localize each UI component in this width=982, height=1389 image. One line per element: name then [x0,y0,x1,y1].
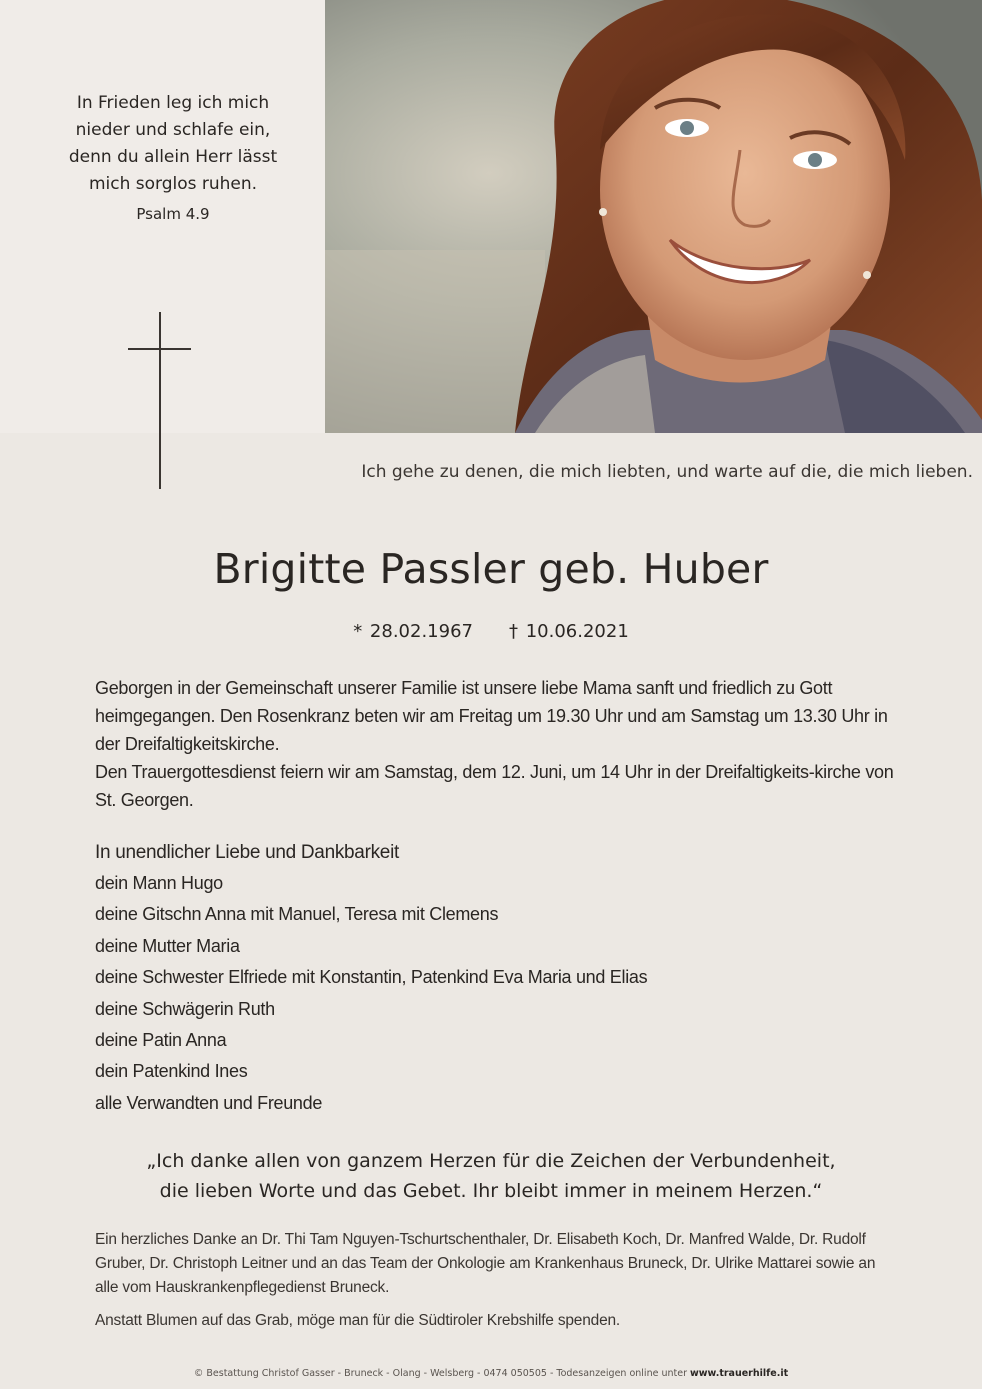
verse-line: nieder und schlafe ein, [75,120,271,140]
mourner: deine Schwester Elfriede mit Konstantin, Patenkind Eva Maria und Elias [95,967,648,988]
life-dates [0,621,982,642]
mourner: alle Verwandten und Freunde [95,1092,323,1113]
cross-icon [128,312,192,490]
farewell-quote [0,1146,982,1206]
deceased-name: Brigitte Passler geb. Huber [213,545,769,593]
verse-line: denn du allein Herr lässt [68,147,278,167]
mourner: deine Gitschn Anna mit Manuel, Teresa mit Clemens [95,904,499,925]
mourners-list [95,838,895,1119]
verse-line: mich sorglos ruhen. [88,174,258,194]
psalm-verse [40,90,306,198]
photo-caption: Ich gehe zu denen, die mich liebten, und warte auf die, die mich lieben. [361,462,973,482]
announcement-paragraph: Geborgen in der Gemeinschaft unserer Familie ist unsere liebe Mama sanft und friedlich zu Gott heimgegangen. Den Rosenkranz beten wir am Freitag um 19.30 Uhr und am Samstag um 13.30 Uhr in der Dreifaltigkeitskirche. [95,678,888,754]
death-date: † 10.06.2021 [509,621,629,642]
verse-line: In Frieden leg ich mich [76,93,270,113]
quote-line: „Ich danke allen von ganzem Herzen für die Zeichen der Verbundenheit, [146,1150,836,1172]
announcement-paragraph: Den Trauergottesdienst feiern wir am Samstag, dem 12. Juni, um 14 Uhr in der Dreifaltigkeits-kirche von St. Georgen. [95,762,894,810]
announcement-text [95,674,895,814]
mourners-heading: In unendlicher Liebe und Dankbarkeit [95,842,399,863]
mourner: deine Schwägerin Ruth [95,998,275,1019]
mourner: dein Mann Hugo [95,873,223,893]
donation-note: Anstatt Blumen auf das Grab, möge man für die Südtiroler Krebshilfe spenden. [95,1312,621,1329]
quote-line: die lieben Worte und das Gebet. Ihr bleibt immer in meinem Herzen.“ [159,1180,823,1202]
footer [0,1368,982,1379]
portrait-illustration [325,0,982,433]
mourner: deine Patin Anna [95,1030,227,1051]
mourner: dein Patenkind Ines [95,1061,248,1082]
footer-text: © Bestattung Christof Gasser - Bruneck - Olang - Welsberg - 0474 050505 - Todesanzeigen online unter [193,1368,687,1379]
footer-website-link[interactable]: www.trauerhilfe.it [690,1368,789,1379]
thanks-note: Ein herzliches Danke an Dr. Thi Tam Nguyen-Tschurtschenthaler, Dr. Elisabeth Koch, Dr. Manfred Walde, Dr. Rudolf Gruber, Dr. Christoph Leitner und an das Team der Onkologie am Krankenhaus Bruneck, Dr. Ulrike Mattarei sowie an alle vom Hauskrankenpflegedienst Bruneck. [95,1231,876,1296]
birth-date: * 28.02.1967 [353,621,473,642]
portrait-photo [325,0,982,433]
mourner: deine Mutter Maria [95,935,240,956]
verse-reference: Psalm 4.9 [136,205,210,223]
